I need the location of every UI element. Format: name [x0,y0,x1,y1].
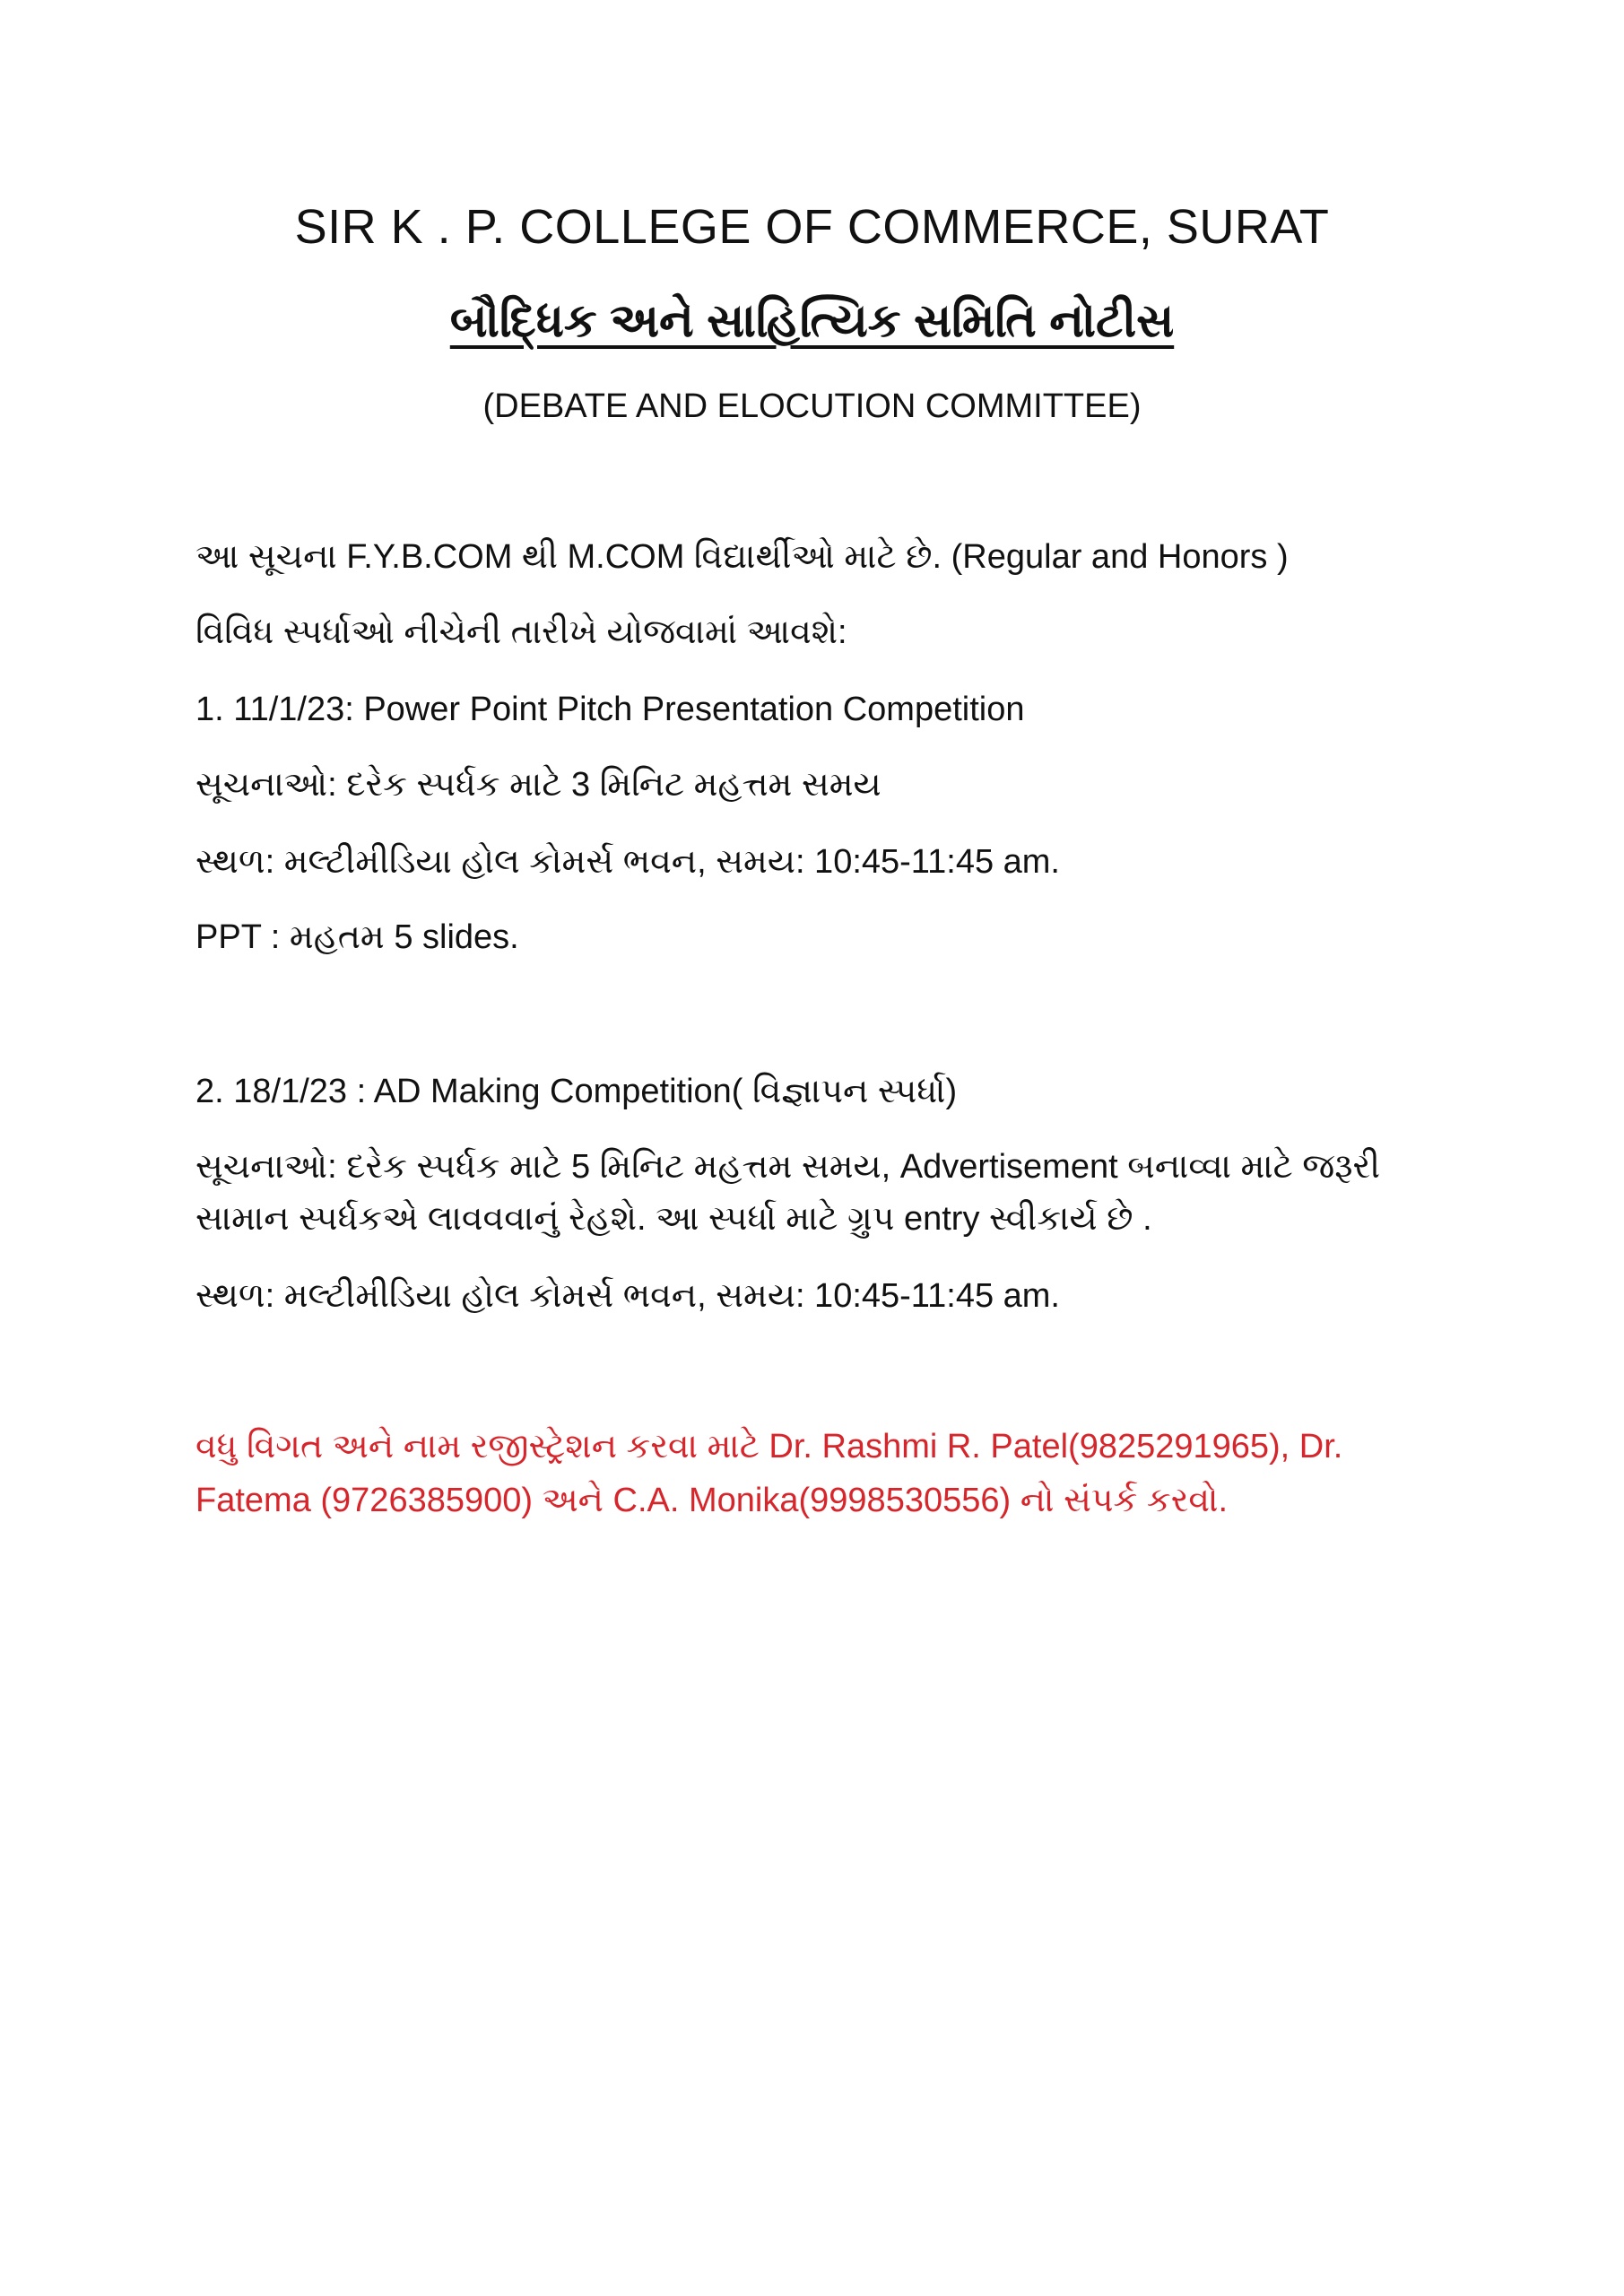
intro-schedule-line: વિવિધ સ્પર્ધાઓ નીચેની તારીખે યોજવામાં આવશે: [195,613,847,651]
contact-line-2: Fatema (9726385900) અને C.A. Monika(9998530556) નો સંપર્ક કરવો. [195,1482,1229,1519]
college-title: SIR K . P. COLLEGE OF COMMERCE, SURAT [294,200,1330,254]
event-2-heading: 2. 18/1/23 : AD Making Competition( વિજ્ઞાપન સ્પર્ધા) [195,1073,958,1110]
event-1-venue: સ્થળ: મલ્ટીમીડિયા હોલ કોમર્સ ભવન, સમય: 10:45-11:45 am. [195,843,1060,881]
contact-line-1: વધુ વિગત અને નામ રજીસ્ટ્રેશન કરવા માટે Dr. Rashmi R. Patel(9825291965), Dr. [195,1428,1343,1465]
event-1-note: PPT : મહતમ 5 slides. [195,918,519,956]
event-1-instructions: સૂચનાઓ: દરેક સ્પર્ધક માટે 3 મિનિટ મહત્તમ સમય [195,766,881,804]
intro-audience-line: આ સૂચના F.Y.B.COM થી M.COM વિદ્યાર્થીઓ માટે છે. (Regular and Honors ) [195,538,1289,576]
event-2-instructions-line-1: સૂચનાઓ: દરેક સ્પર્ધક માટે 5 મિનિટ મહત્તમ સમય, Advertisement બનાવ્વા માટે જરૂરી [195,1148,1380,1186]
event-2-instructions-line-2: સામાન સ્પર્ધકએ લાવવવાનું રેહશે. આ સ્પર્ધા માટે ગ્રુપ entry સ્વીકાર્ય છે . [195,1200,1152,1238]
committee-title-english: (DEBATE AND ELOCUTION COMMITTEE) [482,387,1142,425]
event-1-heading: 1. 11/1/23: Power Point Pitch Presentation Competition [195,691,1025,728]
committee-title-gujarati: બૌદ્ધિક અને સાહિત્યિક સમિતિ નોટીસ [449,295,1175,347]
event-2-venue: સ્થળ: મલ્ટીમીડિયા હોલ કોમર્સ ભવન, સમય: 10:45-11:45 am. [195,1277,1060,1315]
